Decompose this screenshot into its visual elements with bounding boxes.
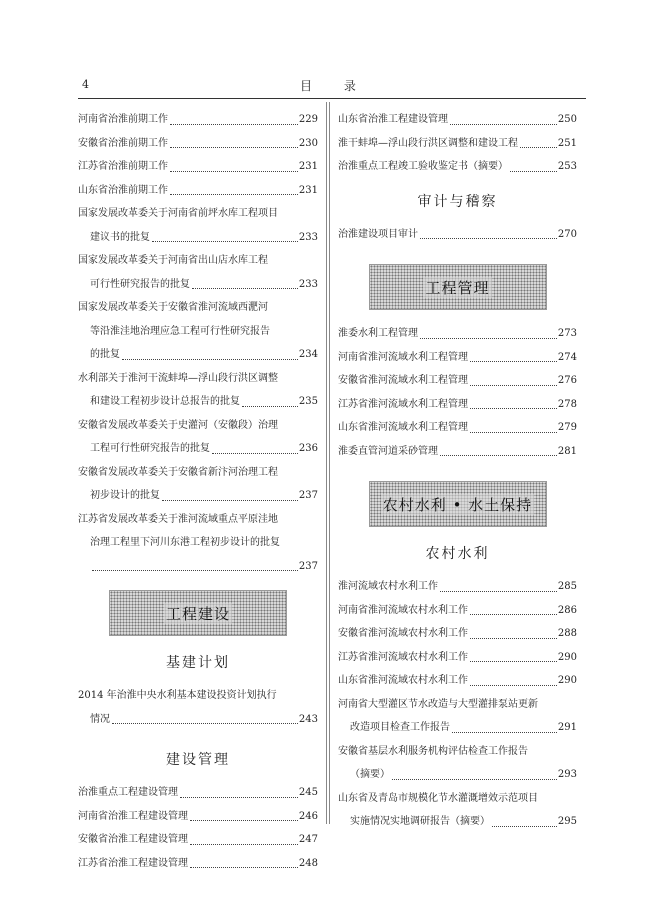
- toc-entry[interactable]: [338, 575, 577, 599]
- dot-leader: [170, 124, 298, 125]
- toc-entry[interactable]: [78, 296, 318, 367]
- toc-page-number: 245: [298, 787, 318, 798]
- toc-entry-title: 治淮重点工程建设管理: [78, 787, 178, 798]
- toc-entry[interactable]: [78, 781, 318, 805]
- toc-page-number: 270: [557, 228, 577, 240]
- toc-entry-title: 淮委直管河道采砂管理: [338, 445, 438, 457]
- toc-entry-title: 江苏省淮河流域水利工程管理: [338, 398, 468, 410]
- toc-entry[interactable]: [338, 346, 577, 370]
- dot-leader: [470, 661, 557, 662]
- toc-entry[interactable]: [78, 108, 318, 132]
- toc-page-number: 293: [557, 769, 577, 780]
- toc-entry-title: 实施情况实地调研报告（摘要）: [350, 816, 490, 827]
- toc-page-number: 237: [298, 490, 318, 501]
- toc-entry[interactable]: [78, 461, 318, 508]
- toc-entry[interactable]: [338, 393, 577, 417]
- dot-leader: [392, 779, 557, 780]
- toc-entry[interactable]: [338, 322, 577, 346]
- toc-entry-title: 等沿淮洼地治理应急工程可行性研究报告: [90, 325, 270, 337]
- dot-leader: [170, 194, 298, 195]
- dot-leader: [440, 591, 557, 592]
- toc-entry-title: 江苏省治淮工程建设管理: [78, 857, 188, 869]
- toc-entry[interactable]: [78, 684, 318, 731]
- toc-entry[interactable]: [338, 740, 577, 787]
- toc-page-number: 285: [557, 581, 577, 592]
- toc-page-number: 234: [298, 349, 318, 360]
- toc-entry[interactable]: [338, 369, 577, 393]
- dot-leader: [510, 171, 557, 172]
- toc-group: [338, 322, 577, 463]
- dot-leader: [212, 453, 298, 454]
- toc-page-number: 243: [298, 713, 318, 725]
- toc-entry-title: 治理工程里下河川东港工程初步设计的批复: [90, 537, 280, 548]
- toc-entry-title: 安徽省淮河流域水利工程管理: [338, 375, 468, 386]
- toc-entry-title: 河南省治淮工程建设管理: [78, 810, 188, 822]
- toc-entry-title: 安徽省基层水利服务机构评估检查工作报告: [338, 745, 528, 757]
- toc-entry[interactable]: [78, 805, 318, 829]
- toc-entry-title: （摘要）: [350, 769, 390, 780]
- dot-leader: [190, 867, 298, 868]
- section-banner-gongcheng-guanli: 工程管理: [369, 264, 547, 310]
- toc-entry-title: 安徽省发展改革委关于安徽省新汴河治理工程: [78, 466, 278, 478]
- dot-leader: [190, 820, 298, 821]
- toc-entry[interactable]: [78, 202, 318, 249]
- dot-leader: [492, 826, 557, 827]
- toc-entry[interactable]: [78, 179, 318, 203]
- dot-leader: [180, 797, 298, 798]
- toc-page-number: 295: [557, 816, 577, 827]
- toc-page-number: 290: [557, 675, 577, 686]
- toc-entry[interactable]: [338, 155, 577, 179]
- dot-leader: [470, 361, 557, 362]
- toc-entry[interactable]: [338, 787, 577, 834]
- toc-page-number: 278: [557, 398, 577, 410]
- toc-entry-title: 河南省淮河流域水利工程管理: [338, 351, 468, 363]
- toc-entry[interactable]: [338, 416, 577, 440]
- toc-entry[interactable]: [338, 646, 577, 670]
- subheading-jianshe-guanli: 建设管理: [166, 752, 230, 768]
- dot-leader: [440, 455, 557, 456]
- toc-page-number: 229: [298, 114, 318, 125]
- toc-entry-title: 安徽省治淮工程建设管理: [78, 834, 188, 845]
- toc-entry-title: 江苏省发展改革委关于淮河流域重点平原洼地: [78, 513, 278, 525]
- dot-leader: [520, 147, 557, 148]
- toc-entry-title: 2014 年治淮中央水利基本建设投资计划执行: [78, 690, 277, 701]
- dot-leader: [470, 614, 557, 615]
- subheading-nongcun: 农村水利: [425, 546, 490, 562]
- toc-page-number: 250: [557, 114, 577, 125]
- toc-entry-title: 建议书的批复: [90, 231, 150, 243]
- dot-leader: [420, 238, 557, 239]
- toc-page-number: 247: [298, 834, 318, 845]
- dot-leader: [452, 732, 557, 733]
- toc-group: [338, 108, 577, 179]
- section-banner-gongcheng-jianshe: 工程建设: [109, 590, 287, 636]
- toc-entry[interactable]: [338, 622, 577, 646]
- left-column: [78, 108, 318, 875]
- toc-entry-title: 国家发展改革委关于安徽省淮河流域西淝河: [78, 302, 268, 313]
- toc-entry-title: 国家发展改革委关于河南省出山店水库工程: [78, 255, 268, 266]
- toc-group: [338, 223, 577, 247]
- dot-leader: [470, 385, 557, 386]
- dot-leader: [470, 638, 557, 639]
- toc-entry-title: 工程可行性研究报告的批复: [90, 443, 210, 454]
- toc-page-number: 274: [557, 351, 577, 363]
- toc-entry[interactable]: [78, 155, 318, 179]
- toc-entry-title: 安徽省淮河流域农村水利工作: [338, 628, 468, 639]
- toc-entry-title: 情况: [90, 713, 110, 725]
- toc-page-number: 235: [298, 396, 318, 407]
- toc-entry[interactable]: [78, 828, 318, 852]
- right-column: [338, 108, 577, 834]
- running-title: 目 录: [300, 79, 370, 93]
- toc-page-number: 233: [298, 278, 318, 290]
- toc-entry[interactable]: [338, 108, 577, 132]
- page-number: 4: [82, 78, 89, 91]
- toc-page-number: 248: [298, 857, 318, 869]
- toc-entry-title: 安徽省发展改革委关于史灌河（安徽段）治理: [78, 419, 278, 431]
- dot-leader: [450, 124, 557, 125]
- toc-page-number: 251: [557, 137, 577, 149]
- toc-entry-title: 江苏省治淮前期工作: [78, 161, 168, 172]
- toc-entry-title: 山东省淮河流域农村水利工作: [338, 675, 468, 686]
- toc-entry[interactable]: [78, 852, 318, 876]
- toc-entry-title: 初步设计的批复: [90, 490, 160, 501]
- toc-entry[interactable]: [338, 223, 577, 247]
- toc-entry-title: 河南省治淮前期工作: [78, 114, 168, 125]
- header-rule: [78, 98, 586, 99]
- column-divider: [326, 102, 327, 824]
- toc-entry[interactable]: [78, 249, 318, 296]
- toc-entry-title: 可行性研究报告的批复: [90, 278, 190, 290]
- toc-page-number: 288: [557, 628, 577, 639]
- dot-leader: [470, 685, 557, 686]
- toc-entry-title: 淮委水利工程管理: [338, 328, 418, 339]
- subheading-jijian-jihua: 基建计划: [166, 655, 230, 671]
- toc-page-number: 286: [557, 604, 577, 616]
- toc-page-number: 273: [557, 328, 577, 339]
- toc-entry[interactable]: [338, 693, 577, 740]
- toc-group: [78, 684, 318, 731]
- toc-page-number: 237: [298, 560, 318, 572]
- toc-page-number: 291: [557, 722, 577, 733]
- toc-entry[interactable]: [338, 132, 577, 156]
- toc-entry-title: 改造项目检查工作报告: [350, 722, 450, 733]
- toc-page-number: 279: [557, 422, 577, 433]
- dot-leader: [470, 432, 557, 433]
- toc-entry[interactable]: [78, 414, 318, 461]
- toc-page-number: 236: [298, 443, 318, 454]
- toc-entry-title: 江苏省淮河流域农村水利工作: [338, 651, 468, 663]
- dot-leader: [190, 844, 298, 845]
- dot-leader: [470, 408, 557, 409]
- toc-page-number: 231: [298, 161, 318, 172]
- toc-group: [78, 781, 318, 875]
- dot-leader: [170, 147, 298, 148]
- toc-entry-title: 山东省及青岛市规模化节水灌溉增效示范项目: [338, 792, 538, 804]
- toc-entry-title: 水利部关于淮河干流蚌埠—浮山段行洪区调整: [78, 372, 278, 384]
- toc-page-number: 233: [298, 231, 318, 243]
- toc-page-number: 230: [298, 137, 318, 149]
- toc-page-number: 253: [557, 161, 577, 172]
- toc-page-number: 276: [557, 375, 577, 386]
- toc-entry-title: 治淮建设项目审计: [338, 228, 418, 240]
- dot-leader: [162, 500, 298, 501]
- subheading-shenji: 审计与稽察: [417, 193, 498, 210]
- toc-entry-title: 淮干蚌埠—浮山段行洪区调整和建设工程: [338, 137, 518, 149]
- dot-leader: [420, 338, 557, 339]
- toc-entry-title: 山东省淮河流域水利工程管理: [338, 422, 468, 433]
- toc-entry[interactable]: [338, 599, 577, 623]
- toc-page-number: 231: [298, 184, 318, 196]
- dot-leader: [192, 288, 298, 289]
- dot-leader: [152, 241, 298, 242]
- toc-entry-title: 淮河流域农村水利工作: [338, 581, 438, 592]
- toc-entry[interactable]: [338, 669, 577, 693]
- toc-entry[interactable]: [78, 132, 318, 156]
- toc-entry[interactable]: [338, 440, 577, 464]
- dot-leader: [112, 723, 298, 724]
- toc-entry-title: 河南省淮河流域农村水利工作: [338, 604, 468, 616]
- toc-page-number: 246: [298, 810, 318, 822]
- toc-group: [338, 575, 577, 834]
- toc-entry-title: 河南省大型灌区节水改造与大型灌排泵站更新: [338, 698, 538, 710]
- toc-page-number: 281: [557, 445, 577, 457]
- toc-entry[interactable]: [78, 508, 318, 579]
- section-banner-nongcun: 农村水利 • 水土保持: [369, 481, 547, 527]
- dot-leader: [122, 359, 298, 360]
- dot-leader: [170, 171, 298, 172]
- toc-entry-title: 安徽省治淮前期工作: [78, 137, 168, 149]
- toc-group: [78, 108, 318, 578]
- dot-leader: [242, 406, 298, 407]
- toc-page-number: 290: [557, 651, 577, 663]
- toc-entry[interactable]: [78, 367, 318, 414]
- toc-entry-title: 的批复: [90, 349, 120, 360]
- toc-entry-title: 山东省治淮工程建设管理: [338, 114, 448, 125]
- dot-leader: [92, 570, 298, 571]
- toc-entry-title: 和建设工程初步设计总报告的批复: [90, 396, 240, 407]
- toc-entry-title: 治淮重点工程竣工验收鉴定书（摘要）: [338, 161, 508, 172]
- toc-entry-title: 山东省治淮前期工作: [78, 184, 168, 196]
- toc-entry-title: 国家发展改革委关于河南省前坪水库工程项目: [78, 208, 278, 219]
